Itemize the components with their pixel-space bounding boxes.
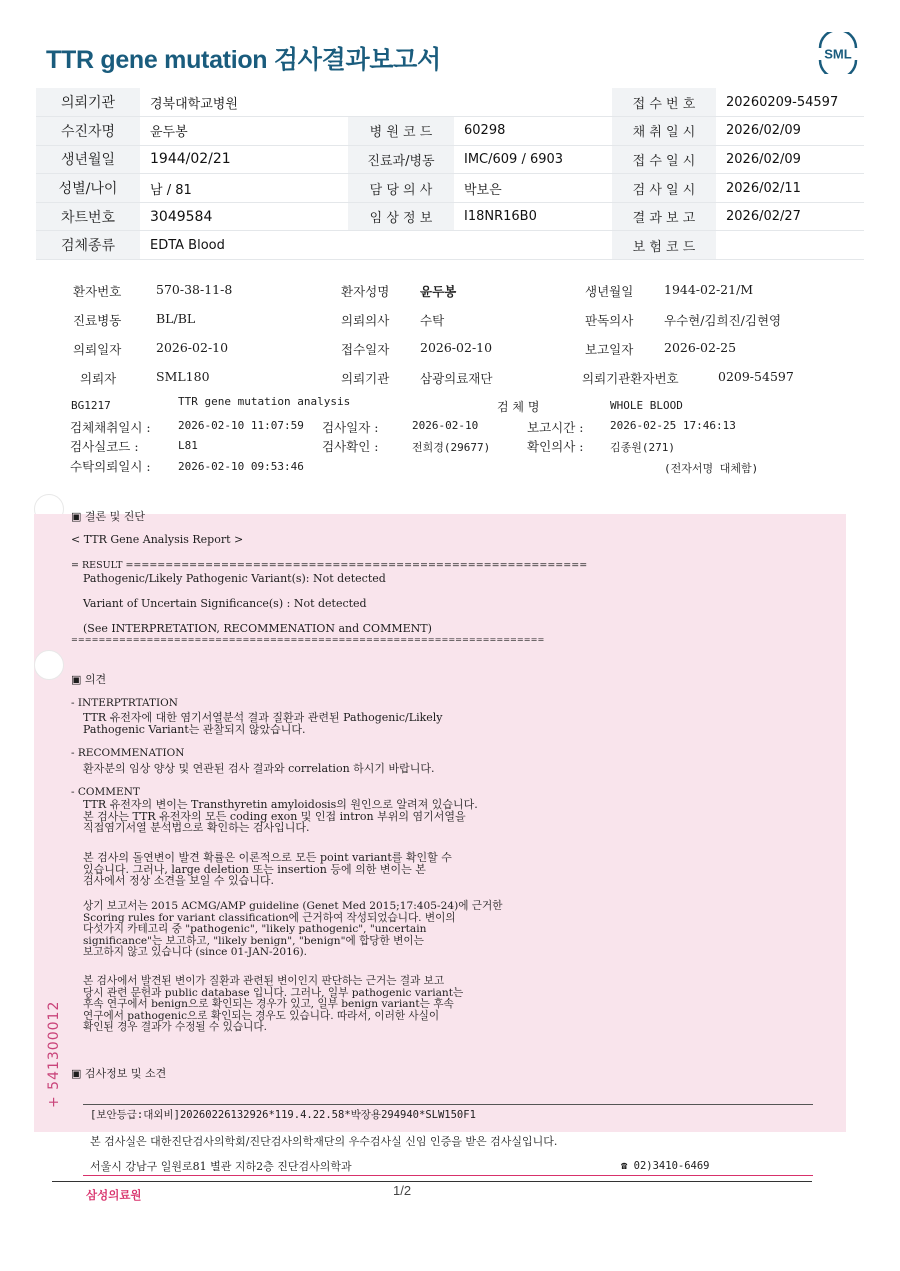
report-time: 2026-02-25 17:46:13	[610, 419, 736, 432]
recv-date-label: 접수일자	[341, 342, 390, 357]
header-label: 수진자명	[36, 117, 140, 146]
patient-name: 윤두봉	[420, 284, 457, 299]
header-value: 20260209-54597	[716, 88, 864, 117]
header-label: 접 수 번 호	[612, 88, 716, 117]
header-label: 결 과 보 고	[612, 202, 716, 231]
header-value: EDTA Blood	[140, 231, 348, 260]
test-date: 2026-02-10	[412, 419, 479, 432]
req-doctor-label: 의뢰의사	[341, 313, 390, 328]
opinion-heading: ▣ 의견	[71, 673, 107, 686]
header-label: 검 사 일 시	[612, 174, 716, 203]
patient-name-label: 환자성명	[341, 284, 390, 299]
req-doctor: 수탁	[420, 313, 445, 328]
result-vus: Variant of Uncertain Significance(s) : Not detected	[83, 597, 367, 610]
equals-line: =====================================================================	[71, 634, 545, 644]
header-label: 의뢰기관	[36, 88, 140, 117]
comment-heading: - COMMENT	[71, 786, 140, 798]
patient-no: 570-38-11-8	[156, 282, 233, 297]
comment-4: 본 검사에서 발견된 변이가 질환과 관련된 변이인지 판단하는 근거는 결과 보고 당시 관련 문헌과 public database 입니다. 그러나, 일부 pathogenic variant는 후속 연구에서 benign으로 확인되는 경우가 있고, 일부 benign variant는 후속 연구에서 pathogenic으로 확인되는 경우도 있습니다. 따라서, 이러한 사실이 확인된 경우 결과가 수정될 수 있습니다.	[83, 975, 464, 1034]
divider	[83, 1104, 813, 1105]
header-value: 1944/02/21	[140, 145, 348, 174]
confirm-doctor-label: 확인의사 :	[527, 439, 584, 454]
test-name: TTR gene mutation analysis	[178, 395, 351, 408]
recom-heading: - RECOMMENATION	[71, 747, 185, 759]
punch-hole	[34, 650, 64, 680]
header-value: 2026/02/09	[716, 117, 864, 146]
req-date-label: 의뢰일자	[73, 342, 122, 357]
specimen-label: 검 체 명	[497, 400, 540, 414]
esign-note: (전자서명 대체함)	[664, 462, 759, 475]
report-time-label: 보고시간 :	[527, 420, 584, 435]
side-serial-number: + 541300012	[46, 1000, 62, 1108]
brand-name: 삼성의료원	[86, 1188, 142, 1202]
ward: BL/BL	[156, 311, 196, 326]
org-patient-no: 0209-54597	[718, 369, 794, 384]
org-patient-no-label: 의뢰기관환자번호	[582, 371, 679, 386]
collect-label: 검체채취일시 :	[70, 420, 151, 435]
header-value: 2026/02/27	[716, 202, 864, 231]
header-value: IMC/609 / 6903	[454, 145, 612, 174]
header-label: 생년월일	[36, 145, 140, 174]
header-value: I18NR16B0	[454, 202, 612, 231]
security-line: [보안등급:대외비]20260226132926*119.4.22.58*박장용294940*SLW150F1	[90, 1109, 476, 1121]
header-label: 담 당 의 사	[348, 174, 454, 203]
interp-heading: - INTERPTRTATION	[71, 697, 178, 709]
req-date: 2026-02-10	[156, 340, 229, 355]
patient-no-label: 환자번호	[73, 284, 122, 299]
reading-doctor: 우수현/김희진/김현영	[664, 313, 782, 328]
confirm-label: 검사확인 :	[322, 439, 379, 454]
pink-divider	[83, 1175, 813, 1176]
room: L81	[178, 439, 198, 452]
report-date-label: 보고일자	[585, 342, 634, 357]
dob: 1944-02-21/M	[664, 282, 754, 297]
header-label: 진료과/병동	[348, 145, 454, 174]
request-time: 2026-02-10 09:53:46	[178, 460, 304, 473]
comment-3: 상기 보고서는 2015 ACMG/AMP guideline (Genet Med 2015;17:405-24)에 근거한 Scoring rules for variant classification에 근거하여 작성되었습니다. 변이의 다섯가지 카테고리 중 "pathogenic", "likely pathogenic", "uncertain significance"는 보고하고, "likely benign", "benign"에 합당한 변이는 보고하지 않고 있습니다 (since 01-JAN-2016).	[83, 900, 503, 959]
report-date: 2026-02-25	[664, 340, 737, 355]
interp-body: TTR 유전자에 대한 염기서열분석 결과 질환과 관련된 Pathogenic/Likely Pathogenic Variant는 관찰되지 않았습니다.	[83, 711, 443, 736]
result-pathogenic: Pathogenic/Likely Pathogenic Variant(s): Not detected	[83, 572, 386, 585]
page-number: 1/2	[393, 1183, 412, 1198]
see-note: (See INTERPRETATION, RECOMMENATION and COMMENT)	[83, 622, 432, 635]
report-title: TTR gene mutation 검사결과보고서	[46, 46, 441, 74]
header-label: 보 험 코 드	[612, 231, 716, 260]
conclusion-heading: ▣ 결론 및 진단	[71, 510, 146, 523]
recom-body: 환자분의 임상 양상 및 연관된 검사 결과와 correlation 하시기 바랍니다.	[83, 762, 435, 775]
header-value: 박보은	[454, 174, 612, 203]
address-line: 서울시 강남구 일원로81 별관 지하2층 진단검사의학과	[90, 1160, 352, 1173]
header-label: 성별/나이	[36, 174, 140, 203]
collect-time: 2026-02-10 11:07:59	[178, 419, 304, 432]
request-time-label: 수탁의뢰일시 :	[70, 459, 151, 474]
test-date-label: 검사일자 :	[322, 420, 379, 435]
header-value: 3049584	[140, 202, 348, 231]
confirm-doctor: 김종원(271)	[610, 441, 675, 454]
header-value: 2026/02/11	[716, 174, 864, 203]
requester: SML180	[156, 369, 210, 384]
header-value: 2026/02/09	[716, 145, 864, 174]
footer-divider	[52, 1181, 812, 1182]
header-label: 임 상 정 보	[348, 202, 454, 231]
requester-label: 의뢰자	[80, 371, 117, 386]
header-label: 접 수 일 시	[612, 145, 716, 174]
header-label: 병 원 코 드	[348, 117, 454, 146]
reading-doctor-label: 판독의사	[585, 313, 634, 328]
report-subtitle: < TTR Gene Analysis Report >	[71, 533, 244, 546]
header-value: 경북대학교병원	[140, 88, 348, 117]
confirm: 전희경(29677)	[412, 441, 491, 454]
logo-text: SML	[824, 46, 852, 62]
req-org: 삼광의료재단	[420, 371, 493, 386]
comment-2: 본 검사의 돌연변이 발견 확률은 이론적으로 모든 point variant를 확인할 수 있습니다. 그러나, large deletion 또는 insertion 등에 의한 변이는 본 검사에서 정상 소견을 보일 수 있습니다.	[83, 851, 452, 888]
comment-1: TTR 유전자의 변이는 Transthyretin amyloidosis의 원인으로 알려져 있습니다. 본 검사는 TTR 유전자의 모든 coding exon 및 인접 intron 부위의 염기서열을 직접염기서열 분석법으로 확인하는 검사입니다.	[83, 798, 478, 835]
test-code: BG1217	[71, 399, 111, 412]
info-heading: ▣ 검사정보 및 소견	[71, 1067, 167, 1080]
header-value: 60298	[454, 117, 612, 146]
header-label: 채 취 일 시	[612, 117, 716, 146]
recv-date: 2026-02-10	[420, 340, 493, 355]
room-label: 검사실코드 :	[70, 439, 139, 454]
phone-line: ☎ 02)3410-6469	[621, 1160, 710, 1172]
header-label: 검체종류	[36, 231, 140, 260]
header-value: 남 / 81	[140, 174, 348, 203]
header-label: 차트번호	[36, 202, 140, 231]
dob-label: 생년월일	[585, 284, 634, 299]
cert-line: 본 검사실은 대한진단검사의학회/진단검사의학재단의 우수검사실 신임 인증을 받은 검사실입니다.	[90, 1135, 558, 1148]
ward-label: 진료병동	[73, 313, 122, 328]
header-value: 윤두봉	[140, 117, 348, 146]
result-line: = RESULT ==========================================================	[71, 560, 588, 571]
req-org-label: 의뢰기관	[341, 371, 390, 386]
specimen: WHOLE BLOOD	[610, 399, 683, 412]
